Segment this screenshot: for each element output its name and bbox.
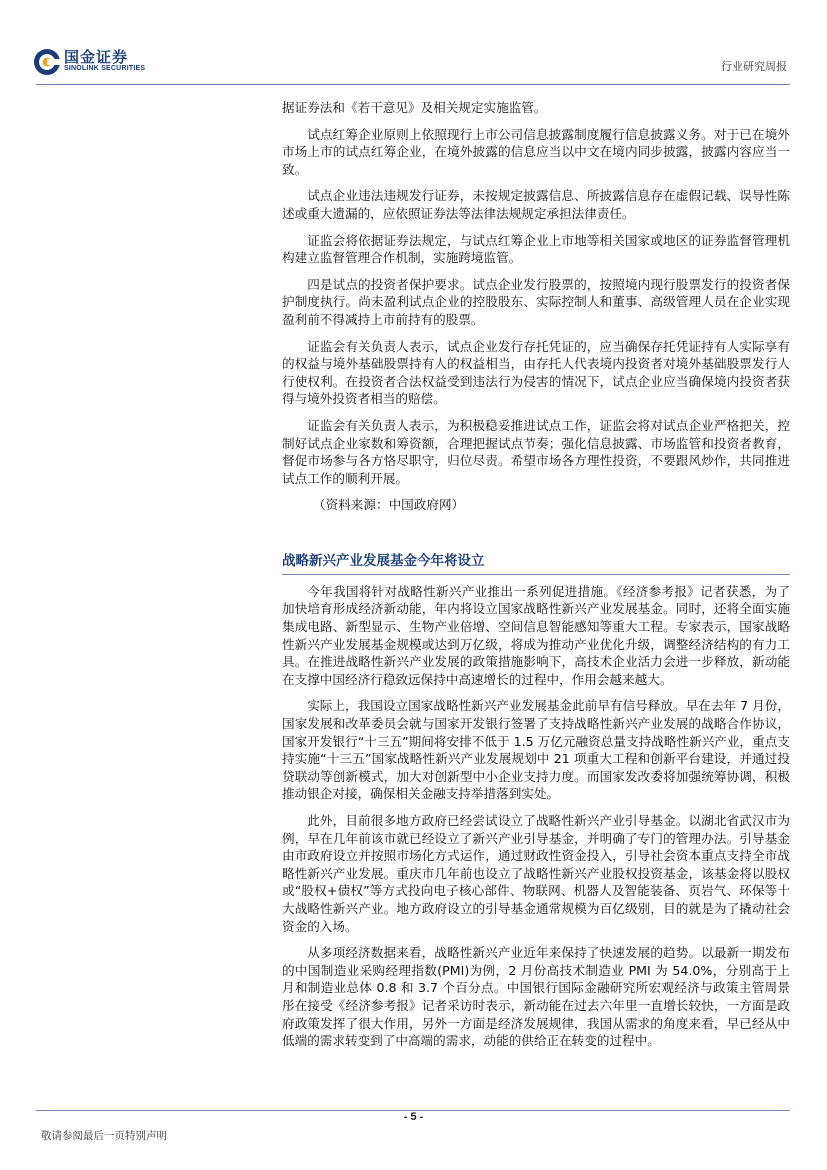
sinolink-logo-icon: [33, 48, 61, 76]
page-number: - 5 -: [403, 1111, 424, 1123]
paragraph: 今年我国将针对战略性新兴产业推出一系列促进措施。《经济参考报》记者获悉，为了加快培育形成经济新动能，年内将设立国家战略性新兴产业发展基金。同时，还将全面实施集成电路、新型显示、生物产业倍增、空间信息智能感知等重大工程。专家表示，国家战略性新兴产业发展基金规模或达到万亿级，将成为推动产业优化升级，调整经济结构的有力工具。在推进战略性新兴产业发展的政策措施影响下，高技术企业活力会进一步释放，新动能在支撑中国经济行稳致远保持中高速增长的过程中，作用会越来越大。: [282, 583, 790, 687]
source-note: （资料来源：中国政府网）: [313, 497, 465, 513]
report-body: [282, 99, 790, 1050]
disclaimer-note: 敬请参阅最后一页特别声明: [41, 1130, 167, 1142]
logo-english-name: SINOLINK SECURITIES: [64, 65, 146, 72]
section-title: 战略新兴产业发展基金今年将设立: [282, 552, 485, 569]
paragraph: 试点企业违法违规发行证券，未按规定披露信息、所披露信息存在虚假记载、误导性陈述或重大遗漏的，应依照证券法等法律法规规定承担法律责任。: [282, 188, 790, 221]
paragraph: 据证券法和《若干意见》及相关规定实施监管。: [282, 100, 547, 115]
page-header: [0, 0, 827, 90]
paragraph: 试点红筹企业原则上依照现行上市公司信息披露制度履行信息披露义务。对于已在境外市场上市的试点红筹企业，在境外披露的信息应当以中文在境内同步披露，披露内容应当一致。: [282, 126, 790, 177]
section-divider: [282, 574, 790, 575]
paragraph: 四是试点的投资者保护要求。试点企业发行股票的，按照境内现行股票发行的投资者保护制度执行。尚未盈利试点企业的控股股东、实际控制人和董事、高级管理人员在企业实现盈利前不得减持上市前持有的股票。: [282, 276, 790, 327]
header-divider: [36, 84, 790, 85]
logo-chinese-name: 国金证券: [64, 48, 129, 66]
paragraph: 证监会有关负责人表示，试点企业发行存托凭证的，应当确保存托凭证持有人实际享有的权益与境外基础股票持有人的权益相当，由存托人代表境内投资者对境外基础股票发行人行使权利。在投资者合法权益受到违法行为侵害的情况下，试点企业应当确保境内投资者获得与境外投资者相当的赔偿。: [282, 338, 790, 407]
paragraph: 证监会将依据证券法规定，与试点红筹企业上市地等相关国家或地区的证券监督管理机构建立监督管理合作机制，实施跨境监管。: [282, 232, 790, 266]
report-type-label: 行业研究周报: [721, 60, 787, 73]
sinolink-logo: [33, 44, 163, 80]
paragraph: 证监会有关负责人表示，为积极稳妥推进试点工作，证监会将对试点企业严格把关，控制好试点企业家数和筹资额，合理把握试点节奏；强化信息披露、市场监管和投资者教育，督促市场参与各方恪尽职守，归位尽责。希望市场各方理性投资，不要跟风炒作，共同推进试点工作的顺利开展。: [282, 417, 790, 486]
paragraph: 从多项经济数据来看，战略性新兴产业近年来保持了快速发展的趋势。以最新一期发布的中国制造业采购经理指数(PMI)为例，2 月份高技术制造业 PMI 为 54.0%，分别高于上月和制造业总体 0.8 和 3.7 个百分点。中国银行国际金融研究所宏观经济与政策主管周景彤在接受《经济参考报》记者采访时表示，新动能在过去六年里一直增长较快，一方面是政府政策发挥了很大作用，另外一方面是经济发展规律，我国从需求的角度来看，早已经从中低端的需求转变到了中高端的需求，动能的供给正在转变的过程中。: [282, 945, 790, 1049]
paragraph: 实际上，我国设立国家战略性新兴产业发展基金此前早有信号释放。早在去年 7 月份，国家发展和改革委员会就与国家开发银行签署了支持战略性新兴产业发展的战略合作协议，国家开发银行“十三五”期间将安排不低于 1.5 万亿元融资总量支持战略性新兴产业，重点支持实施“十三五”国家战略性新兴产业发展规划中 21 项重大工程和创新平台建设，并通过投贷联动等创新模式，加大对创新型中小企业支持力度。而国家发改委将加强统筹协调，积极推动银企对接，确保相关金融支持举措落到实处。: [282, 698, 790, 802]
paragraph: 此外，目前很多地方政府已经尝试设立了战略性新兴产业引导基金。以湖北省武汉市为例，早在几年前该市就已经设立了新兴产业引导基金，并明确了专门的管理办法。引导基金由市政府设立并按照市场化方式运作，通过财政性资金投入，引导社会资本重点支持全市战略性新兴产业发展。重庆市几年前也设立了战略性新兴产业股权投资基金，该基金将以股权或“股权+债权”等方式投向电子核心部件、物联网、机器人及智能装备、页岩气、环保等十大战略性新兴产业。地方政府设立的引导基金通常规模为百亿级别，目的就是为了撬动社会资金的入场。: [282, 813, 790, 934]
